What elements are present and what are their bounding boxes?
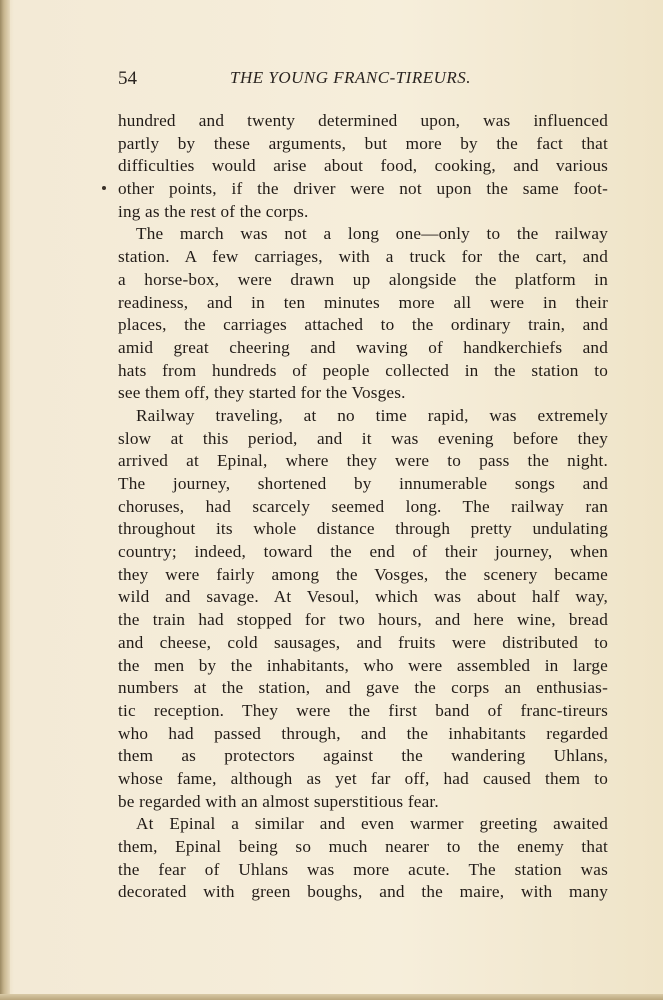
- text-line: the men by the inhabitants, who were assembled in large: [118, 655, 608, 675]
- page-number: 54: [118, 68, 137, 89]
- margin-mark: [102, 186, 106, 190]
- page-binding-edge: [0, 0, 10, 1000]
- text-line: readiness, and in ten minutes more all were in their: [118, 292, 608, 312]
- text-line: who had passed through, and the inhabitants regarded: [118, 723, 608, 743]
- text-line: be regarded with an almost superstitious fear.: [118, 791, 439, 811]
- text-line: numbers at the station, and gave the corps an enthusias-: [118, 678, 608, 698]
- text-line: The journey, shortened by innumerable songs and: [118, 474, 608, 493]
- text-line: them as protectors against the wandering Uhlans,: [118, 746, 608, 766]
- text-line: and cheese, cold sausages, and fruits were distributed to: [118, 632, 608, 652]
- text-line: they were fairly among the Vosges, the scenery became: [118, 564, 608, 584]
- page-header: [118, 68, 608, 92]
- text-line: the fear of Uhlans was more acute. The station was: [118, 859, 608, 879]
- text-line: decorated with green boughs, and the maire, with many: [118, 882, 608, 902]
- text-line: difficulties would arise about food, cooking, and various: [118, 156, 608, 176]
- text-line: the train had stopped for two hours, and here wine, bread: [118, 610, 608, 630]
- text-line: hundred and twenty determined upon, was influenced: [118, 111, 608, 130]
- text-line: other points, if the driver were not upon the same foot-: [118, 179, 608, 199]
- text-line: wild and savage. At Vesoul, which was about half way,: [118, 587, 608, 607]
- text-line: The march was not a long one—only to the railway: [136, 224, 608, 244]
- body-text: [118, 110, 608, 904]
- text-line: a horse-box, were drawn up alongside the platform in: [118, 269, 608, 289]
- running-title: THE YOUNG FRANC-TIREURS.: [230, 68, 472, 87]
- text-line: choruses, had scarcely seemed long. The railway ran: [118, 496, 608, 516]
- text-line: see them off, they started for the Vosges.: [118, 383, 406, 403]
- text-line: slow at this period, and it was evening before they: [118, 428, 608, 448]
- text-line: partly by these arguments, but more by the fact that: [118, 133, 608, 153]
- text-line: them, Epinal being so much nearer to the enemy that: [118, 837, 608, 856]
- text-line: country; indeed, toward the end of their journey, when: [118, 542, 608, 562]
- text-line: whose fame, although as yet far off, had caused them to: [118, 768, 608, 788]
- text-line: At Epinal a similar and even warmer greeting awaited: [136, 814, 608, 834]
- page-bottom-edge: [0, 994, 663, 1000]
- text-line: station. A few carriages, with a truck for the cart, and: [118, 247, 608, 267]
- text-line: ing as the rest of the corps.: [118, 201, 309, 221]
- text-line: Railway traveling, at no time rapid, was extremely: [136, 405, 608, 425]
- text-line: arrived at Epinal, where they were to pass the night.: [118, 451, 608, 471]
- text-line: hats from hundreds of people collected in the station to: [118, 360, 608, 380]
- text-line: throughout its whole distance through pretty undulating: [118, 519, 608, 539]
- text-line: places, the carriages attached to the ordinary train, and: [118, 315, 608, 335]
- text-line: amid great cheering and waving of handkerchiefs and: [118, 337, 608, 357]
- text-line: tic reception. They were the first band of franc-tireurs: [118, 700, 608, 720]
